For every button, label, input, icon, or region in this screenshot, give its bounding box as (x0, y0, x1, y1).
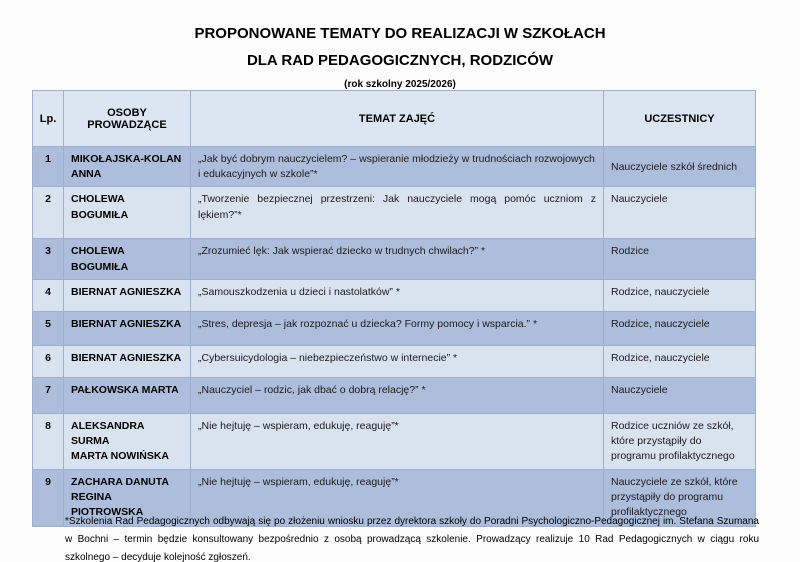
cell-lp: 6 (33, 345, 64, 377)
cell-participants: Nauczyciele (604, 377, 756, 413)
cell-topic: „Cybersuicydologia – niebezpieczeństwo w internecie” * (191, 345, 604, 377)
header-participants: UCZESTNICY (604, 91, 756, 147)
cell-leaders: BIERNAT AGNIESZKA (64, 279, 191, 311)
table-row (33, 147, 756, 187)
table-row (33, 187, 756, 239)
table-row (33, 311, 756, 345)
school-year-subtitle: (rok szkolny 2025/2026) (344, 79, 456, 90)
table-row (33, 345, 756, 377)
cell-leaders: CHOLEWA BOGUMIŁA (64, 187, 191, 239)
cell-topic: „Nauczyciel – rodzic, jak dbać o dobrą relację?” * (191, 377, 604, 413)
cell-participants: Nauczyciele ze szkół, które przystąpiły do programu profilaktycznego (604, 469, 756, 526)
cell-topic: „Stres, depresja – jak rozpoznać u dziecka? Formy pomocy i wsparcia.” * (191, 311, 604, 345)
title-line-1: PROPONOWANE TEMATY DO REALIZACJI W SZKOŁACH (194, 25, 606, 42)
cell-participants: Rodzice, nauczyciele (604, 279, 756, 311)
cell-lp: 2 (33, 187, 64, 239)
document-title-block (0, 20, 800, 93)
cell-lp: 4 (33, 279, 64, 311)
table-row (33, 413, 756, 469)
cell-leaders: PAŁKOWSKA MARTA (64, 377, 191, 413)
cell-participants: Rodzice uczniów ze szkół, które przystąpiły do programu profilaktycznego (604, 413, 756, 469)
title-line-2: DLA RAD PEDAGOGICZNYCH, RODZICÓW (246, 52, 554, 69)
cell-topic: „Jak być dobrym nauczycielem? – wspieranie młodzieży w trudnościach rozwojowych i edukacyjnych w szkole”* (191, 147, 604, 187)
cell-participants: Rodzice, nauczyciele (604, 311, 756, 345)
cell-topic: „Nie hejtuję – wspieram, edukuję, reaguję”* (191, 413, 604, 469)
cell-leaders: ALEKSANDRA SURMA MARTA NOWIŃSKA (64, 413, 191, 469)
table-row (33, 279, 756, 311)
header-topic: TEMAT ZAJĘĆ (191, 91, 604, 147)
cell-participants: Rodzice, nauczyciele (604, 345, 756, 377)
header-leaders: OSOBY PROWADZĄCE (64, 91, 191, 147)
cell-leaders: ZACHARA DANUTA REGINA PIOTROWSKA (64, 469, 191, 526)
cell-lp: 5 (33, 311, 64, 345)
cell-participants: Rodzice (604, 239, 756, 279)
cell-lp: 8 (33, 413, 64, 469)
cell-lp: 3 (33, 239, 64, 279)
table-row (33, 377, 756, 413)
cell-leaders: BIERNAT AGNIESZKA (64, 345, 191, 377)
cell-topic: „Samouszkodzenia u dzieci i nastolatków” * (191, 279, 604, 311)
cell-leaders: MIKOŁAJSKA-KOLAN ANNA (64, 147, 191, 187)
table-row (33, 239, 756, 279)
cell-lp: 1 (33, 147, 64, 187)
table-header-row (33, 91, 756, 147)
cell-participants: Nauczyciele (604, 187, 756, 239)
cell-lp: 9 (33, 469, 64, 526)
cell-topic: „Nie hejtuję – wspieram, edukuję, reaguję”* (191, 469, 604, 526)
cell-participants: Nauczyciele szkół średnich (604, 147, 756, 187)
cell-topic: „Zrozumieć lęk: Jak wspierać dziecko w trudnych chwilach?” * (191, 239, 604, 279)
footnote-text: *Szkolenia Rad Pedagogicznych odbywają się po złożeniu wniosku przez dyrektora szkoły do Poradni Psychologiczno-Pedagogicznej im. Stefana Szumana w Bochni – termin będzie konsultowany bezpośrednio z osobą prowadzącą szkolenie. Prowadzący realizuje 10 Rad Pedagogicznych w ciągu roku szkolnego – decyduje kolejność zgłoszeń. (65, 516, 759, 562)
cell-lp: 7 (33, 377, 64, 413)
header-lp: Lp. (33, 91, 64, 147)
cell-topic: „Tworzenie bezpiecznej przestrzeni: Jak nauczyciele mogą pomóc uczniom z lękiem?”* (191, 187, 604, 239)
cell-leaders: CHOLEWA BOGUMIŁA (64, 239, 191, 279)
topics-table (32, 90, 756, 527)
cell-leaders: BIERNAT AGNIESZKA (64, 311, 191, 345)
